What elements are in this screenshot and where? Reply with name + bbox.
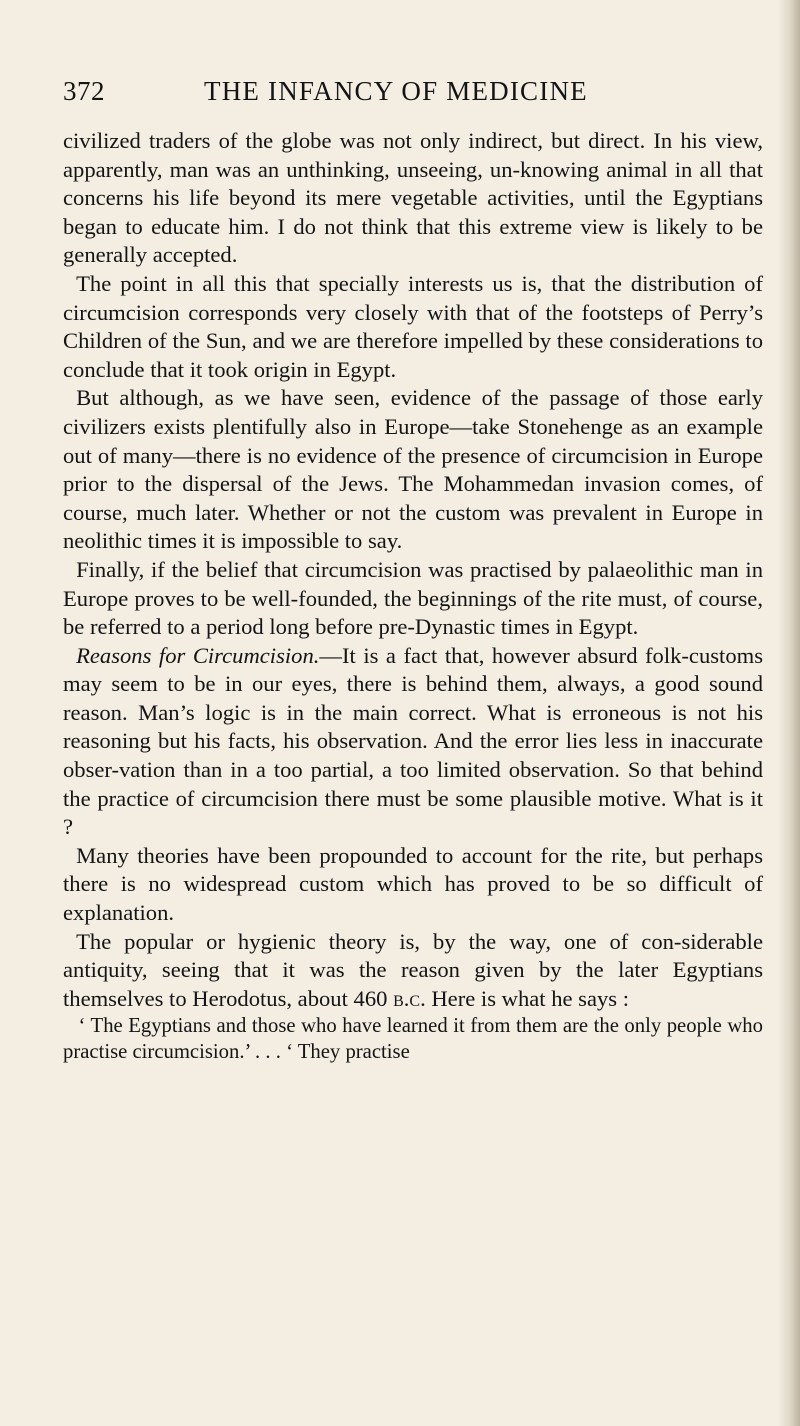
paragraph-continuation: civilized traders of the globe was not only indirect, but direct. In his view, apparently, man was an unthinking, unseeing, un-knowing animal in all that concerns his life beyond its mere vegetable activities, until the Egyptians began to educate him. I do not think that this extreme view is likely to be generally accepted. — [63, 128, 763, 268]
page-header — [63, 76, 763, 116]
body-text — [63, 127, 763, 1065]
reasons-text: —It is a fact that, however absurd folk-customs may seem to be in our eyes, there is behind them, always, a good sound reason. Man’s logic is in the main correct. What is erroneous is not his reasoning but his facts, his observation. And the error lies less in inaccurate obser-vation than in a too partial, a too limited observation. So that behind the practice of circumcision there must be some plausible motive. What is it ? — [63, 642, 763, 840]
paragraph-reasons — [63, 642, 763, 842]
herodotus-quote: ‘ The Egyptians and those who have learned it from them are the only people who practise circumcision.’ . . . ‘ They practise — [63, 1015, 763, 1064]
paragraph-europe: But although, as we have seen, evidence of the passage of those early civilizers exists plentifully also in Europe—take Stonehenge as an example out of many—there is no evidence of the presence of circumcision in Europe prior to the dispersal of the Jews. The Mohammedan invasion comes, of course, much later. Whether or not the custom was prevalent in Europe in neolithic times it is impossible to say. — [63, 385, 763, 554]
page-edge-shadow — [778, 0, 800, 1426]
paragraph-theories: Many theories have been propounded to account for the rite, but perhaps there is no widespread custom which has proved to be so difficult of explanation. — [63, 842, 763, 926]
section-heading-reasons: Reasons for Circumcision. — [76, 642, 320, 668]
date-suffix: b.c. — [393, 985, 426, 1011]
hygienic-text-before: The popular or hygienic theory is, by the way, one of con-siderable antiquity, seeing that it was the reason given by the later Egyptians themselves to Herodotus, about 460 — [63, 928, 763, 1011]
paragraph-distribution: The point in all this that specially interests us is, that the distribution of circumcision corresponds very closely with that of the footsteps of Perry’s Children of the Sun, and we are therefore impelled by these considerations to conclude that it took origin in Egypt. — [63, 270, 763, 382]
page-number: 372 — [63, 76, 105, 106]
paragraph-hygienic — [63, 928, 763, 1014]
paragraph-palaeolithic: Finally, if the belief that circumcision was practised by palaeolithic man in Europe proves to be well-founded, the beginnings of the rite must, of course, be referred to a period long before pre-Dynastic times in Egypt. — [63, 556, 763, 640]
running-title: THE INFANCY OF MEDICINE — [204, 76, 588, 106]
hygienic-text-after: Here is what he says : — [425, 985, 630, 1011]
